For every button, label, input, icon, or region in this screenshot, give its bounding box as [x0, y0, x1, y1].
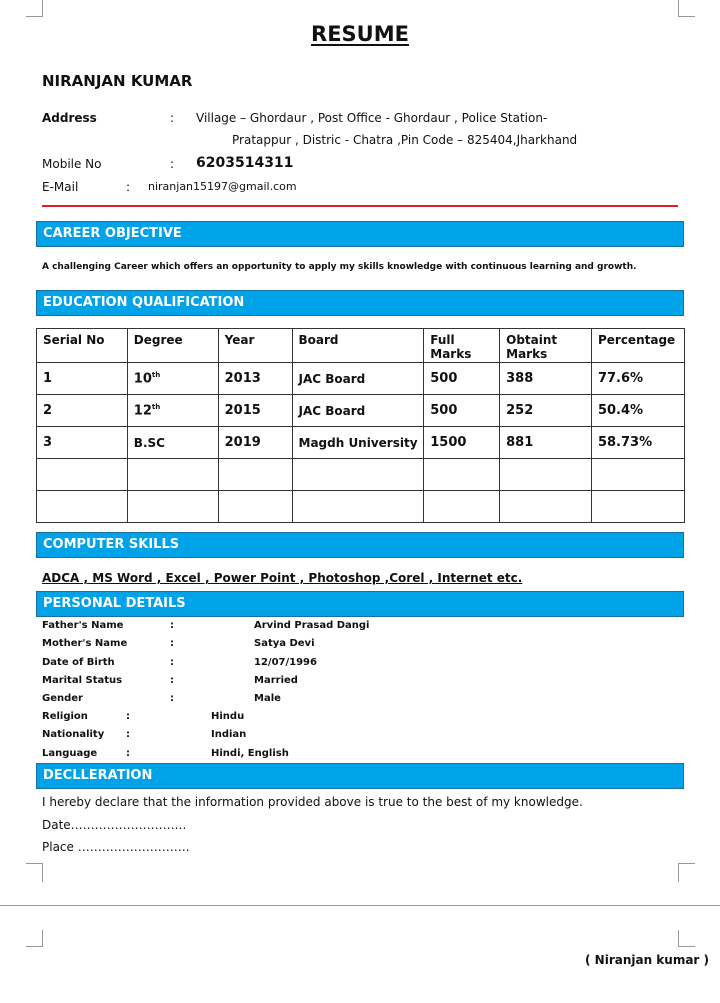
- mothers-name-label: Mother's Name: [42, 638, 128, 649]
- crop-mark: [678, 0, 695, 17]
- section-education: EDUCATION QUALIFICATION: [36, 290, 684, 316]
- mobile-number: 6203514311: [196, 155, 294, 171]
- full-marks-cell: 1500: [424, 427, 500, 459]
- colon: :: [170, 638, 174, 649]
- serial-cell: 3: [37, 427, 128, 459]
- career-objective-text: A challenging Career which offers an opportunity to apply my skills knowledge with continuous learning and growth.: [42, 262, 637, 272]
- declaration-text: I hereby declare that the information provided above is true to the best of my knowledge.: [42, 795, 583, 809]
- column-header: Serial No: [37, 329, 128, 363]
- table-row-empty: [37, 491, 685, 523]
- empty-cell: [127, 459, 218, 491]
- email-label: E-Mail: [42, 180, 79, 194]
- empty-cell: [591, 459, 684, 491]
- colon: :: [126, 729, 130, 740]
- percentage-cell: 50.4%: [591, 395, 684, 427]
- empty-cell: [292, 459, 424, 491]
- obtained-marks-cell: 881: [500, 427, 592, 459]
- email-address: niranjan15197@gmail.com: [148, 180, 297, 193]
- page-separator: [0, 905, 720, 906]
- empty-cell: [218, 491, 292, 523]
- empty-cell: [37, 459, 128, 491]
- table-header-row: [37, 329, 685, 363]
- colon: :: [170, 620, 174, 631]
- percentage-cell: 58.73%: [591, 427, 684, 459]
- degree-cell: B.SC: [127, 427, 218, 459]
- full-marks-cell: 500: [424, 395, 500, 427]
- serial-cell: 2: [37, 395, 128, 427]
- empty-cell: [292, 491, 424, 523]
- crop-mark: [678, 930, 695, 947]
- degree-cell: 12th: [127, 395, 218, 427]
- nationality-value: Indian: [211, 729, 247, 740]
- mobile-colon: :: [170, 157, 175, 171]
- computer-skills-text: ADCA , MS Word , Excel , Power Point , Photoshop ,Corel , Internet etc.: [42, 571, 523, 585]
- table-row: [37, 363, 685, 395]
- mobile-label: Mobile No: [42, 157, 102, 171]
- obtained-marks-cell: 252: [500, 395, 592, 427]
- column-header: Year: [218, 329, 292, 363]
- percentage-cell: 77.6%: [591, 363, 684, 395]
- colon: :: [126, 711, 130, 722]
- empty-cell: [500, 491, 592, 523]
- language-label: Language: [42, 748, 98, 759]
- nationality-label: Nationality: [42, 729, 105, 740]
- empty-cell: [424, 491, 500, 523]
- fathers-name-label: Father's Name: [42, 620, 124, 631]
- email-colon: :: [126, 180, 131, 194]
- mothers-name-value: Satya Devi: [254, 638, 315, 649]
- declaration-place: Place ……………………….: [42, 840, 190, 854]
- year-cell: 2013: [218, 363, 292, 395]
- crop-mark: [678, 863, 695, 882]
- column-header: Full Marks: [424, 329, 500, 363]
- column-header: Percentage: [591, 329, 684, 363]
- address-line-2: Pratappur , Distric - Chatra ,Pin Code – 825404,Jharkhand: [232, 133, 578, 147]
- section-declaration: DECLLERATION: [36, 763, 684, 789]
- empty-cell: [500, 459, 592, 491]
- colon: :: [170, 675, 174, 686]
- year-cell: 2015: [218, 395, 292, 427]
- colon: :: [170, 657, 174, 668]
- crop-mark: [26, 0, 43, 17]
- degree-cell: 10th: [127, 363, 218, 395]
- address-colon: :: [170, 111, 175, 125]
- section-computer-skills: COMPUTER SKILLS: [36, 532, 684, 558]
- religion-label: Religion: [42, 711, 88, 722]
- board-cell: Magdh University: [292, 427, 424, 459]
- board-cell: JAC Board: [292, 395, 424, 427]
- crop-mark: [26, 863, 43, 882]
- colon: :: [126, 748, 130, 759]
- full-marks-cell: 500: [424, 363, 500, 395]
- address-line-1: Village – Ghordaur , Post Office - Ghordaur , Police Station-: [196, 111, 548, 125]
- board-cell: JAC Board: [292, 363, 424, 395]
- colon: :: [170, 693, 174, 704]
- religion-value: Hindu: [211, 711, 245, 722]
- empty-cell: [424, 459, 500, 491]
- empty-cell: [591, 491, 684, 523]
- marital-status-label: Marital Status: [42, 675, 123, 686]
- column-header: Degree: [127, 329, 218, 363]
- column-header: Obtaint Marks: [500, 329, 592, 363]
- header-divider: [42, 205, 678, 207]
- section-career-objective: CAREER OBJECTIVE: [36, 221, 684, 247]
- table-row-empty: [37, 459, 685, 491]
- declaration-date: Date………………………..: [42, 818, 187, 832]
- fathers-name-value: Arvind Prasad Dangi: [254, 620, 370, 631]
- column-header: Board: [292, 329, 424, 363]
- dob-label: Date of Birth: [42, 657, 115, 668]
- crop-mark: [26, 930, 43, 947]
- document-title: RESUME: [311, 22, 409, 46]
- table-row: [37, 427, 685, 459]
- empty-cell: [127, 491, 218, 523]
- gender-value: Male: [254, 693, 281, 704]
- table-row: [37, 395, 685, 427]
- dob-value: 12/07/1996: [254, 657, 317, 668]
- candidate-name: NIRANJAN KUMAR: [42, 72, 193, 90]
- empty-cell: [37, 491, 128, 523]
- section-personal-details: PERSONAL DETAILS: [36, 591, 684, 617]
- signature: ( Niranjan kumar ): [585, 953, 710, 967]
- education-table: [36, 328, 685, 523]
- gender-label: Gender: [42, 693, 83, 704]
- year-cell: 2019: [218, 427, 292, 459]
- obtained-marks-cell: 388: [500, 363, 592, 395]
- language-value: Hindi, English: [211, 748, 289, 759]
- marital-status-value: Married: [254, 675, 298, 686]
- serial-cell: 1: [37, 363, 128, 395]
- address-label: Address: [42, 111, 97, 125]
- empty-cell: [218, 459, 292, 491]
